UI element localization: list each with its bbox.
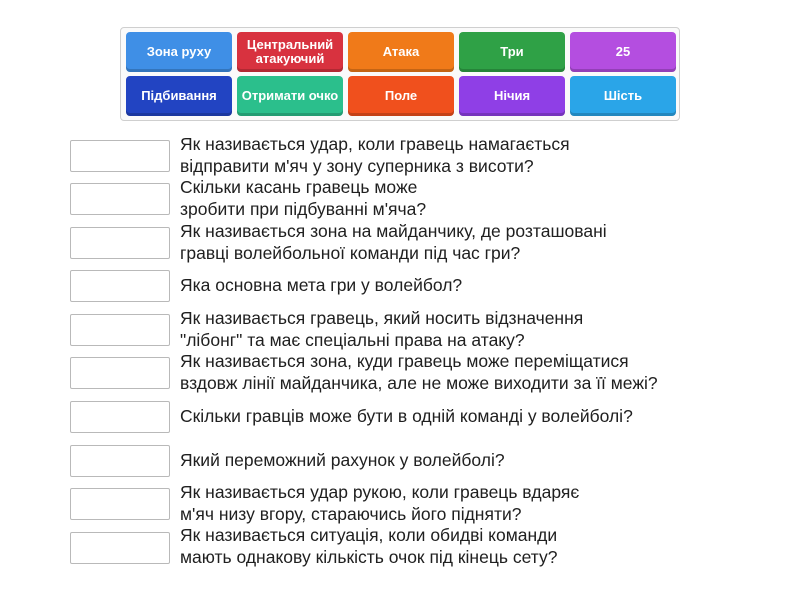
answer-bank (120, 27, 680, 121)
question-text: Скільки касань гравець може зробити при підбуванні м'яча? (180, 177, 427, 219)
question-text: Як називається удар рукою, коли гравець вдаряє м'яч низу вгору, стараючись його підняти? (180, 482, 580, 524)
answer-tile-tsentralnyi-atakuiuchyi[interactable]: Центральний атакуючий (237, 32, 343, 72)
answer-drop-box[interactable] (70, 357, 170, 389)
answer-tile-pole[interactable]: Поле (348, 76, 454, 116)
answer-tile-otrymaty-ochko[interactable]: Отримати очко (237, 76, 343, 116)
answer-drop-box[interactable] (70, 227, 170, 259)
answer-tile-nichyia[interactable]: Нічия (459, 76, 565, 116)
question-text: Який переможний рахунок у волейболі? (180, 450, 505, 470)
answer-drop-box[interactable] (70, 140, 170, 172)
answer-tile-25[interactable]: 25 (570, 32, 676, 72)
question-text: Скільки гравців може бути в одній команді у волейболі? (180, 406, 633, 426)
answer-tile-ataka[interactable]: Атака (348, 32, 454, 72)
question-text: Яка основна мета гри у волейбол? (180, 275, 463, 295)
answer-drop-box[interactable] (70, 445, 170, 477)
question-text: Як називається удар, коли гравець намагається відправити м'яч у зону суперника з висоти? (180, 134, 570, 176)
answer-drop-box[interactable] (70, 183, 170, 215)
question-text: Як називається зона на майданчику, де розташовані гравці волейбольної команди під час гри? (180, 221, 607, 263)
question-text: Як називається гравець, який носить відзначення "лібонг" та має спеціальні права на атаку? (180, 308, 584, 350)
answer-tile-try[interactable]: Три (459, 32, 565, 72)
answer-tile-shist[interactable]: Шість (570, 76, 676, 116)
question-text: Як називається ситуація, коли обидві команди мають однакову кількість очок під кінець сету? (180, 525, 558, 567)
answer-drop-box[interactable] (70, 488, 170, 520)
answer-drop-box[interactable] (70, 314, 170, 346)
answer-tile-pidbyvannia[interactable]: Підбивання (126, 76, 232, 116)
question-text: Як називається зона, куди гравець може переміщатися вздовж лінії майданчика, але не може виходити за її межі? (180, 351, 658, 393)
answer-drop-box[interactable] (70, 401, 170, 433)
answer-tile-zona-rukhu[interactable]: Зона руху (126, 32, 232, 72)
answer-drop-box[interactable] (70, 270, 170, 302)
answer-drop-box[interactable] (70, 532, 170, 564)
